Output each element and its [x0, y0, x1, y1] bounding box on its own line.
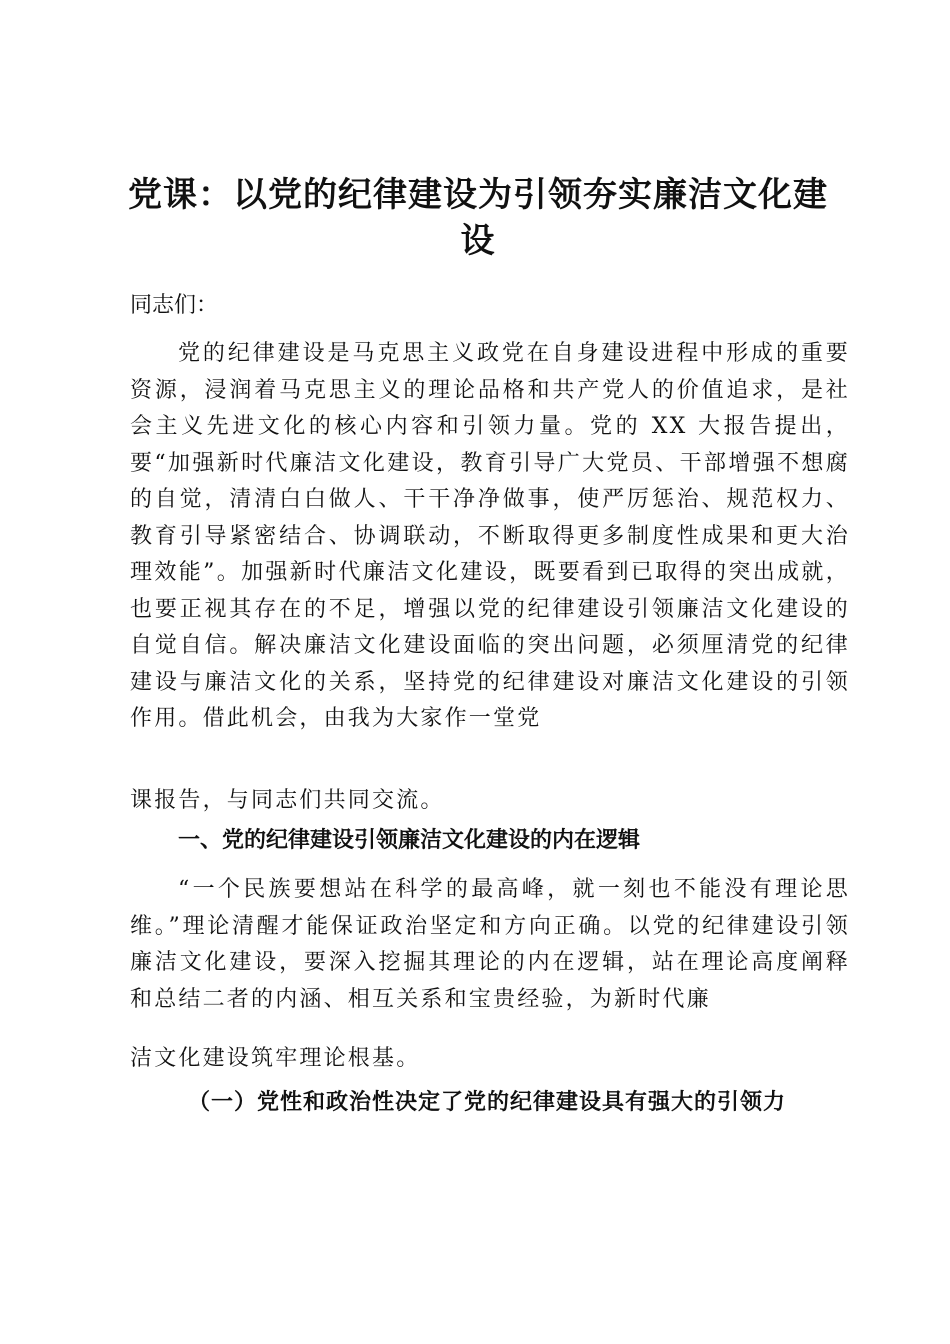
greeting: 同志们：: [130, 293, 219, 318]
paragraph-2-tail: 洁文化建设筑牢理论根基。: [130, 1046, 421, 1071]
section-heading-1: 一、党的纪律建设引领廉洁文化建设的内在逻辑: [178, 828, 641, 853]
subsection-heading-1: （一）党性和政治性决定了党的纪律建设具有强大的引领力: [188, 1089, 787, 1115]
document-title: 党课：以党的纪律建设为引领夯实廉洁文化建设: [128, 175, 828, 261]
paragraph-1: 党的纪律建设是马克思主义政党在自身建设进程中形成的重要资源，浸润着马克思主义的理论品格和共产党人的价值追求，是社会主义先进文化的核心内容和引领力量。党的 XX 大报告提出，要“加强新时代廉洁文化建设，教育引导广大党员、干部增强不想腐的自觉，清清白白做人、干干净净做事，使严厉惩治、规范权力、教育引导紧密结合、协调联动，不断取得更多制度性成果和更大治理效能”。加强新时代廉洁文化建设，既要看到已取得的突出成就，也要正视其存在的不足，增强以党的纪律建设引领廉洁文化建设的自觉自信。解决廉洁文化建设面临的突出问题，必须厘清党的纪律建设与廉洁文化的关系，坚持党的纪律建设对廉洁文化建设的引领作用。借此机会，由我为大家作一堂党: [130, 341, 850, 731]
paragraph-2: “一个民族要想站在科学的最高峰，就一刻也不能没有理论思维。”理论清醒才能保证政治坚定和方向正确。以党的纪律建设引领廉洁文化建设，要深入挖掘其理论的内在逻辑，站在理论高度阐释和总结二者的内涵、相互关系和宝贵经验，为新时代廉: [130, 877, 850, 1012]
paragraph-1-tail: 课报告，与同志们共同交流。: [130, 788, 445, 813]
